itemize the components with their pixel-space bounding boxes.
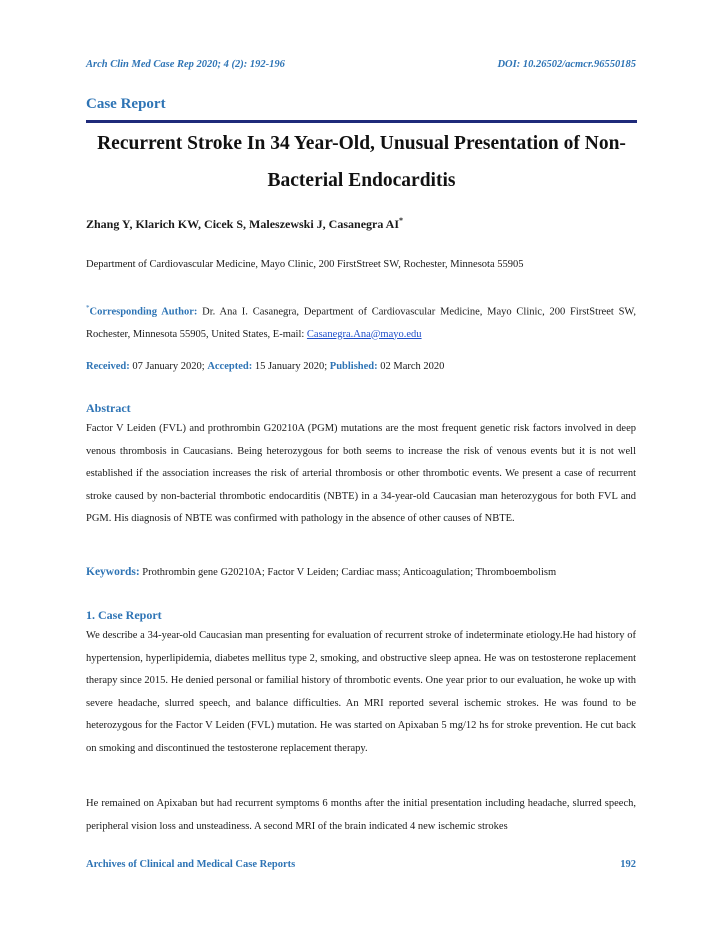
received-label: Received:	[86, 361, 130, 372]
accepted-label: Accepted:	[207, 361, 253, 372]
page-number: 192	[620, 859, 636, 870]
author-list	[86, 216, 403, 232]
article-type: Case Report	[86, 96, 166, 112]
case-report-paragraph-1: We describe a 34-year-old Caucasian man presenting for evaluation of recurrent stroke of indeterminate etiology.He had history of hypertension, hyperlipidemia, diabetes mellitus type 2, smoking, and obstructive sleep apnea. He was on testosterone replacement therapy since 2015. He denied personal or familial history of thrombotic events. One year prior to our evaluation, he woke up with severe headache, slurred speech, and balance difficulties. An MRI reported several ischemic strokes. He was found to be heterozygous for the Factor V Leiden (FVL) mutation. He was started on Apixaban 5 mg/12 hs for stroke prevention. He cut back on smoking and discontinued the testosterone replacement therapy.	[86, 630, 636, 754]
title-divider	[86, 120, 637, 123]
doi: DOI: 10.26502/acmcr.96550185	[497, 59, 636, 70]
abstract-body: Factor V Leiden (FVL) and prothrombin G20210A (PGM) mutations are the most frequent genetic risk factors involved in deep venous thrombosis in Caucasians. Being heterozygous for both seems to increase the risk of venous events but it is not well established if the association increases the risk of arterial thrombosis or other thrombotic events. We present a case of recurrent stroke caused by non-bacterial thrombotic endocarditis (NBTE) in a 34-year-old Caucasian man heterozygous for both FVL and PGM. His diagnosis of NBTE was confirmed with pathology in the absence of other causes of NBTE.	[86, 423, 636, 524]
running-header	[86, 59, 636, 70]
corresponding-author	[86, 297, 636, 346]
corresponding-mark: *	[399, 216, 404, 225]
published-date: 02 March 2020	[377, 361, 445, 372]
citation: Arch Clin Med Case Rep 2020; 4 (2): 192-196	[86, 59, 285, 70]
keywords-text: Prothrombin gene G20210A; Factor V Leiden; Cardiac mass; Anticoagulation; Thromboembolism	[139, 567, 557, 578]
authors: Zhang Y, Klarich KW, Cicek S, Maleszewski J, Casanegra AI	[86, 217, 400, 231]
affiliation: Department of Cardiovascular Medicine, Mayo Clinic, 200 FirstStreet SW, Rochester, Minnesota 55905	[86, 259, 524, 270]
title-line-1: Recurrent Stroke In 34 Year-Old, Unusual Presentation of Non-	[97, 133, 626, 154]
corresponding-text: Dr. Ana I. Casanegra, Department of Cardiovascular Medicine, Mayo Clinic, 200 FirstStreet SW, Rochester, Minnesota 55905, United States, E-mail:	[86, 306, 637, 340]
case-report-paragraph-2: He remained on Apixaban but had recurrent symptoms 6 months after the initial presentation including headache, slurred speech, peripheral vision loss and unsteadiness. A second MRI of the brain indicated 4 new ischemic strokes	[86, 798, 636, 832]
title-line-2: Bacterial Endocarditis	[267, 170, 456, 191]
published-label: Published:	[329, 361, 378, 372]
corresponding-label: Corresponding Author:	[89, 306, 198, 318]
accepted-date: 15 January 2020;	[252, 361, 330, 372]
keywords-label: Keywords:	[86, 566, 140, 578]
publication-dates	[86, 361, 444, 372]
email-link[interactable]: Casanegra.Ana@mayo.edu	[306, 328, 422, 340]
abstract-heading: Abstract	[86, 401, 131, 415]
footer-journal: Archives of Clinical and Medical Case Reports	[86, 859, 296, 870]
article-title	[86, 125, 637, 199]
keywords	[86, 566, 556, 578]
case-report-heading: 1. Case Report	[86, 608, 162, 622]
corresponding-mark: *	[86, 304, 90, 312]
received-date: 07 January 2020;	[129, 361, 208, 372]
